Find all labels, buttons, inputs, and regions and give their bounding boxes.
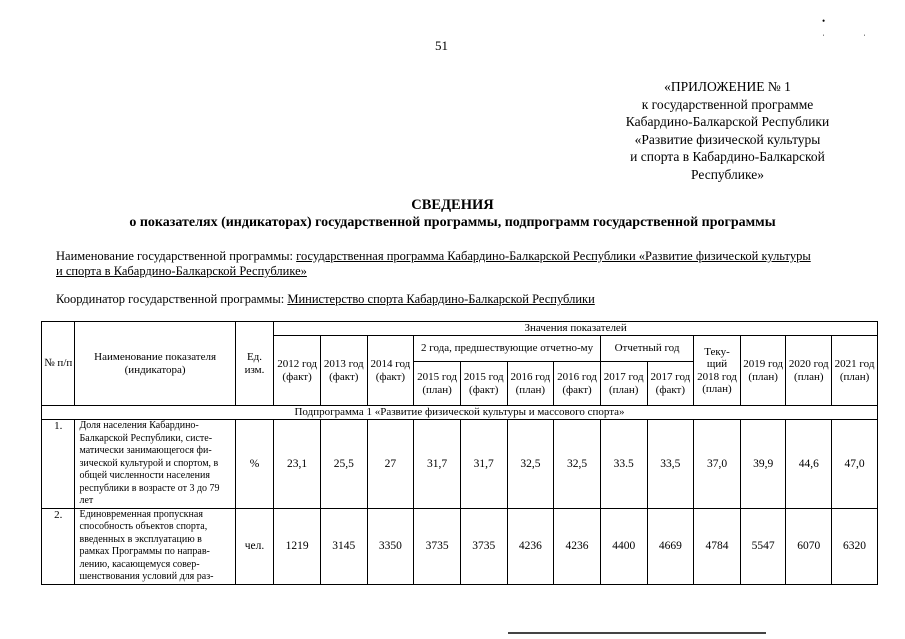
row-num: 2. (42, 508, 75, 584)
header-num: № п/п (42, 322, 75, 406)
cell-2019: 5547 (740, 508, 786, 584)
coordinator-label: Координатор государственной программы: (56, 292, 285, 306)
header-2015-plan: 2015 год (план) (414, 362, 461, 406)
corner-mark: ˌ (863, 26, 904, 36)
page-bottom-scan-mark (508, 632, 766, 638)
coordinator-value: Министерство спорта Кабардино-Балкарской Республики (287, 292, 595, 306)
header-name: Наименование показателя (индикатора) (75, 322, 235, 406)
row-unit: чел. (235, 508, 274, 584)
cell-2021: 47,0 (832, 420, 878, 509)
document-subtitle: о показателях (индикаторах) государственной программы, подпрограмм государственной программы (129, 215, 776, 230)
cell-2017-fact: 4669 (647, 508, 694, 584)
cell-2012: 23,1 (274, 420, 321, 509)
program-name (56, 249, 856, 279)
cell-2014: 3350 (367, 508, 414, 584)
cell-2018: 37,0 (694, 420, 741, 509)
appendix-block (600, 78, 855, 183)
indicators-table (41, 321, 878, 585)
header-2017-fact: 2017 год (факт) (647, 362, 694, 406)
coordinator (56, 292, 595, 307)
cell-2016-fact: 4236 (554, 508, 601, 584)
cell-2017-plan: 4400 (600, 508, 647, 584)
header-2021: 2021 год (план) (832, 336, 878, 406)
corner-marks (822, 16, 905, 36)
cell-2017-fact: 33,5 (647, 420, 694, 509)
program-value: государственная программа Кабардино-Балкарской Республики «Развитие физической культуры (296, 249, 811, 263)
cell-2020: 6070 (786, 508, 832, 584)
cell-2021: 6320 (832, 508, 878, 584)
cell-2018: 4784 (694, 508, 741, 584)
cell-2020: 44,6 (786, 420, 832, 509)
header-report-year: Отчетный год (600, 336, 693, 362)
document-title: СВЕДЕНИЯ (411, 197, 494, 213)
cell-2016-fact: 32,5 (554, 420, 601, 509)
header-2020: 2020 год (план) (786, 336, 832, 406)
appendix-line: Республике» (691, 166, 764, 182)
header-2014: 2014 год (факт) (367, 336, 414, 406)
appendix-line: Кабардино-Балкарской Республики (625, 114, 830, 129)
table-row (42, 420, 878, 509)
cell-2015-plan: 31,7 (414, 420, 461, 509)
row-name: Доля населения Кабардино-Балкарской Республики, систе-матически занимающегося фи-зической культурой и спортом, в общей численности населения республики в возрасте от 3 до 79 лет (75, 420, 235, 509)
header-values-group: Значения показателей (274, 322, 878, 336)
header-current-year: Теку-щий 2018 год (план) (694, 336, 741, 406)
header-2012: 2012 год (факт) (274, 336, 321, 406)
header-2016-plan: 2016 год (план) (507, 362, 554, 406)
appendix-line: «ПРИЛОЖЕНИЕ № 1 (664, 79, 791, 94)
cell-2014: 27 (367, 420, 414, 509)
cell-2015-plan: 3735 (414, 508, 461, 584)
table-row (42, 508, 878, 584)
cell-2017-plan: 33.5 (600, 420, 647, 509)
corner-mark: •ˌ (822, 16, 864, 36)
cell-2012: 1219 (274, 508, 321, 584)
header-2016-fact: 2016 год (факт) (554, 362, 601, 406)
subprogram-row: Подпрограмма 1 «Развитие физической культуры и массового спорта» (42, 406, 878, 420)
header-prev-two-years: 2 года, предшествующие отчетно-му (414, 336, 601, 362)
program-value-continued: и спорта в Кабардино-Балкарской Республике» (56, 264, 307, 278)
program-label: Наименование государственной программы: (56, 249, 294, 263)
cell-2015-fact: 31,7 (460, 420, 507, 509)
header-2013: 2013 год (факт) (320, 336, 367, 406)
cell-2016-plan: 4236 (507, 508, 554, 584)
header-2015-fact: 2015 год (факт) (460, 362, 507, 406)
appendix-line: к государственной программе (641, 96, 814, 112)
cell-2019: 39,9 (740, 420, 786, 509)
header-unit: Ед. изм. (235, 322, 274, 406)
cell-2013: 25,5 (320, 420, 367, 509)
page-number: 51 (435, 38, 448, 53)
row-num: 1. (42, 420, 75, 509)
header-2019: 2019 год (план) (740, 336, 786, 406)
cell-2016-plan: 32,5 (507, 420, 554, 509)
appendix-line: «Развитие физической культуры (634, 131, 821, 147)
cell-2013: 3145 (320, 508, 367, 584)
cell-2015-fact: 3735 (460, 508, 507, 584)
header-2017-plan: 2017 год (план) (600, 362, 647, 406)
appendix-line: и спорта в Кабардино-Балкарской (630, 149, 825, 164)
row-unit: % (235, 420, 274, 509)
row-name: Единовременная пропускная способность объектов спорта, введенных в эксплуатацию в рамках Программы по направ-лению, касающемуся совер-шенствования условий для раз- (75, 508, 235, 584)
